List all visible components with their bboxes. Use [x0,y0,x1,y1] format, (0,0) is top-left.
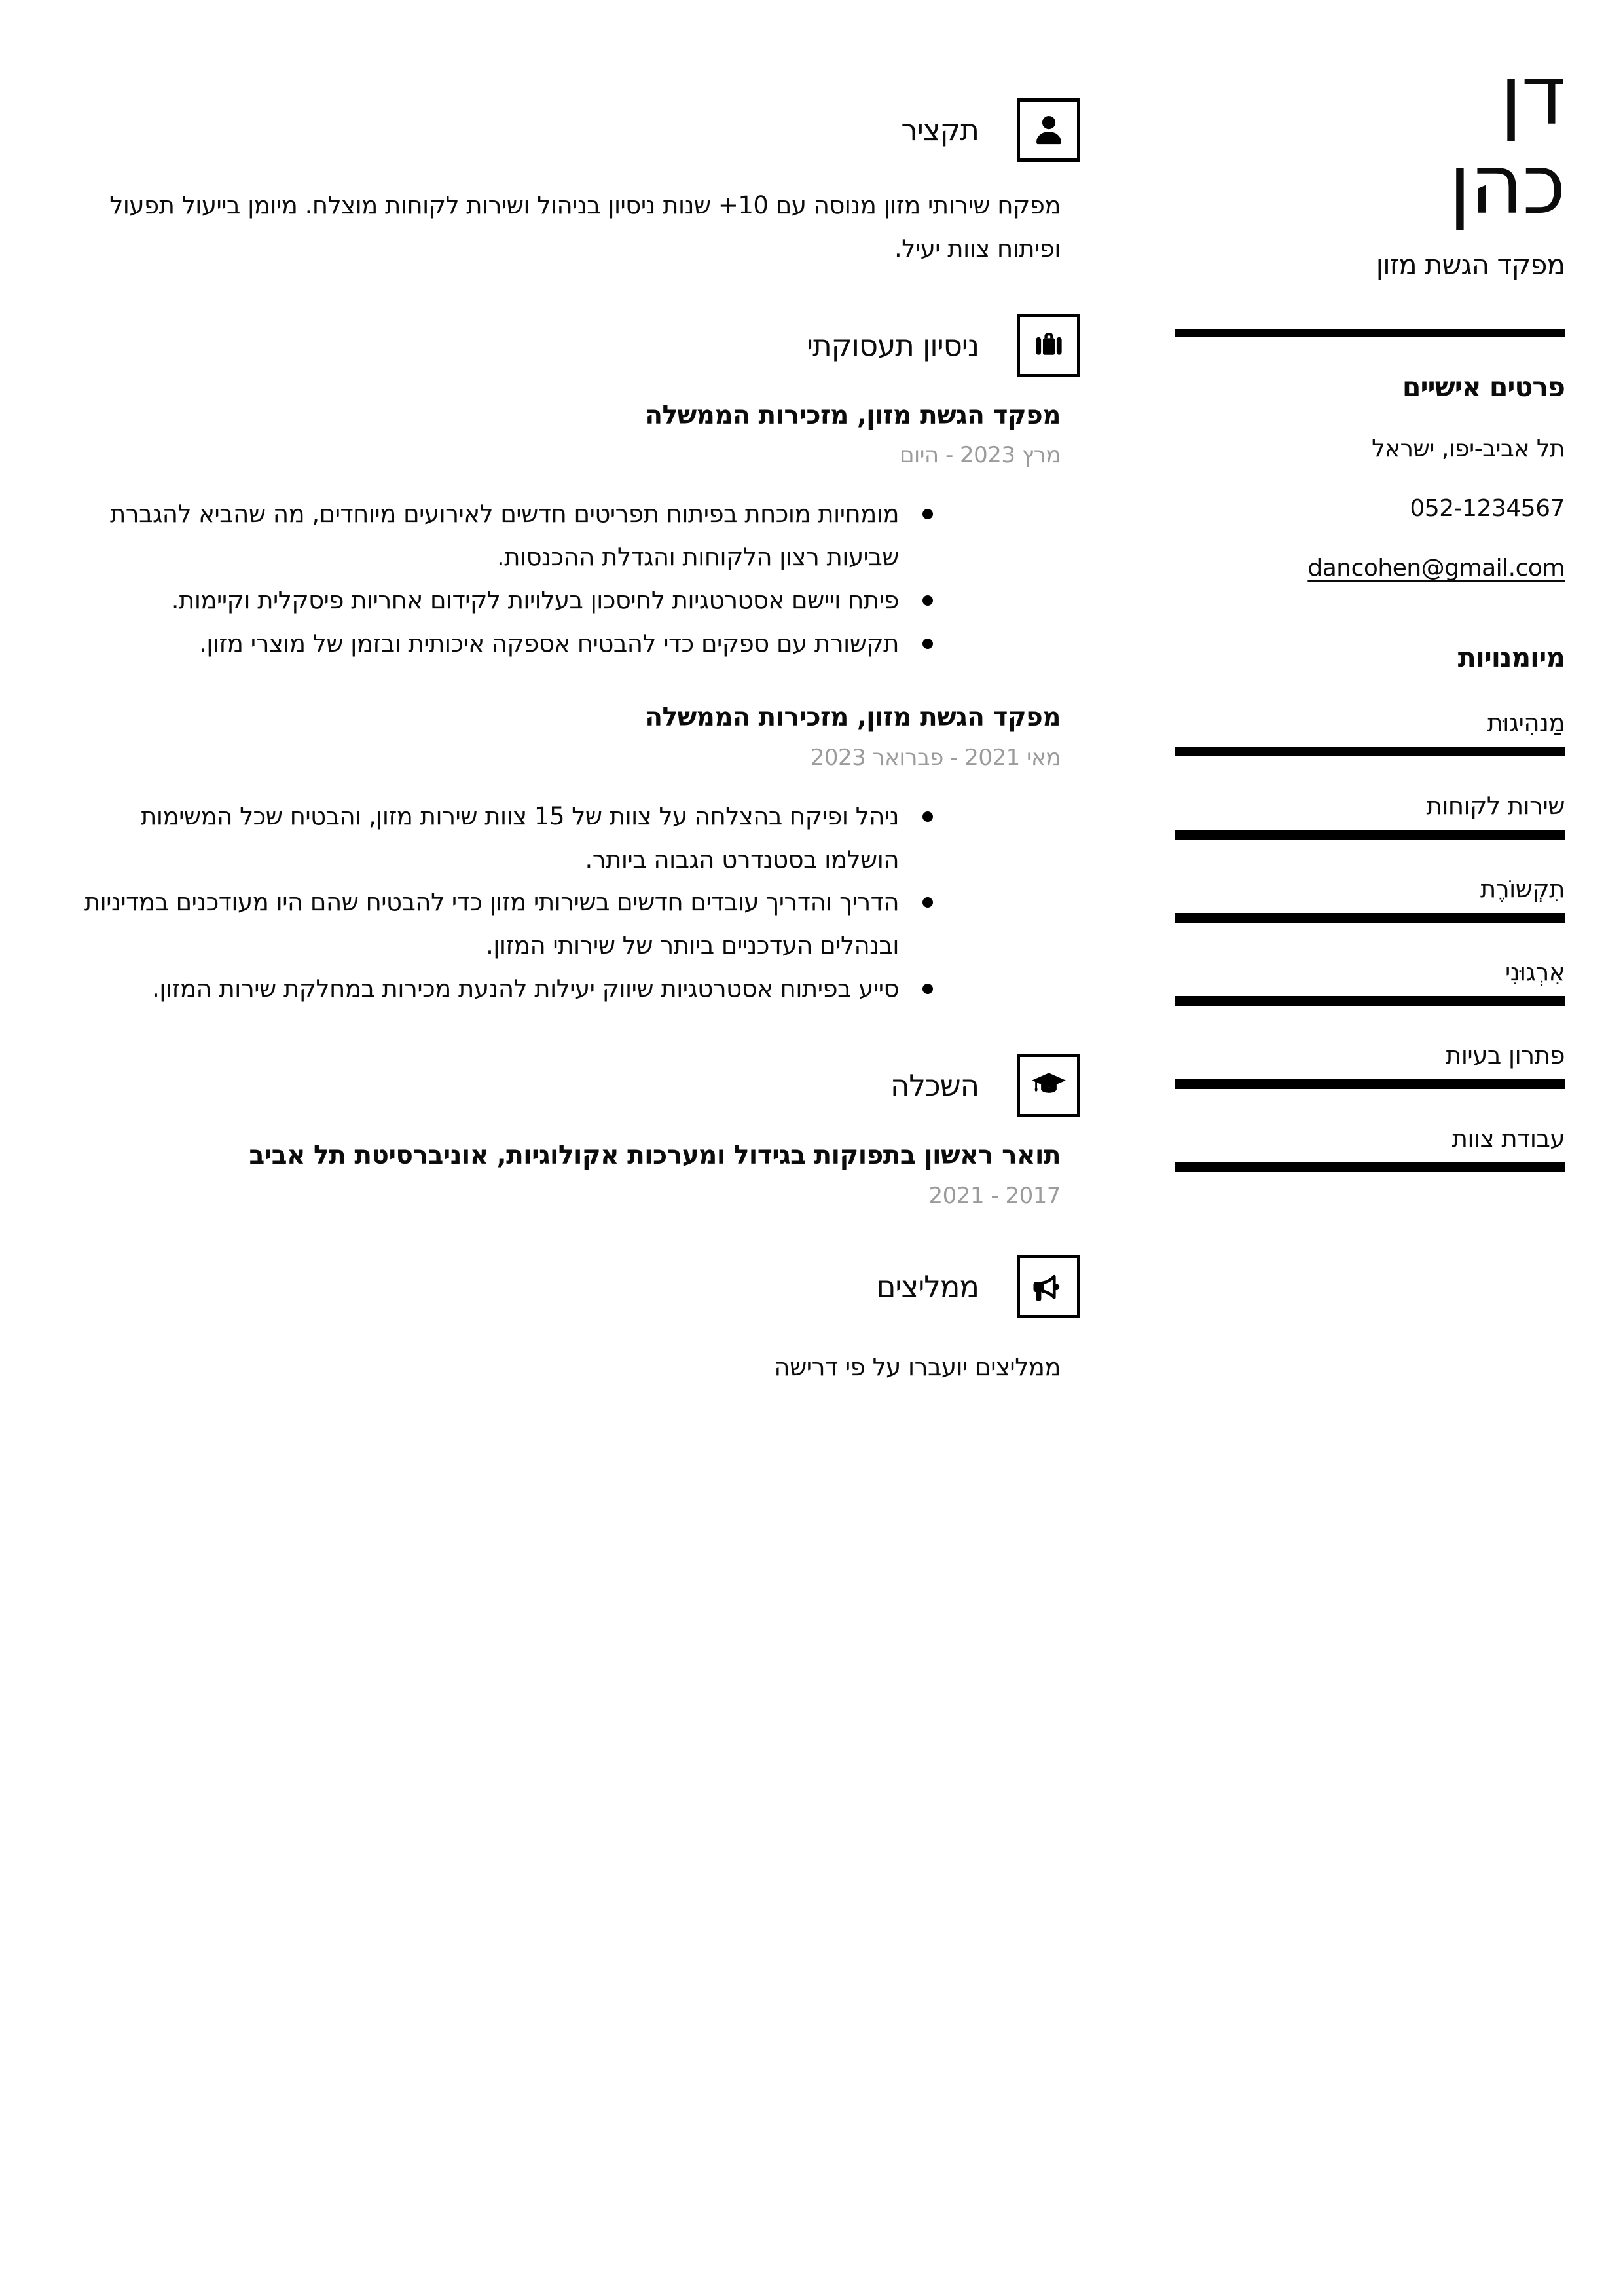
job-bullet: ניהל ופיקח בהצלחה על צוות של 15 צוות שירות מזון, והבטיח שכל המשימות הושלמו בסטנדרט הגבוה ביותר. [75,795,933,881]
section-header [75,1054,1080,1117]
personal-details-heading: פרטים אישיים [1402,371,1565,403]
section-divider [1175,329,1565,337]
references-body [75,1346,1061,1389]
skill-bar-fill [1175,1079,1565,1089]
skill-item-organizational [1175,958,1565,1006]
job-entry [75,701,1061,1010]
skill-bar-fill [1175,830,1565,840]
summary-heading: תקציר [901,113,979,147]
skill-item-teamwork [1175,1124,1565,1172]
job-entry-title: מפקד הגשת מזון, מזכירות הממשלה [645,703,1061,733]
education-dates: 2017 - 2021 [928,1182,1061,1209]
job-dates: מרץ 2023 - היום [900,442,1061,469]
job-bullet-list [75,795,933,1010]
references-heading: ממליצים [876,1269,979,1305]
skill-item-communication [1175,875,1565,923]
education-body [75,1139,1061,1212]
job-bullet: תקשורת עם ספקים כדי להבטיח אספקה איכותית ובזמן של מוצרי מזון. [75,622,933,665]
briefcase-icon [1017,314,1080,377]
skill-label: תִקְשוֹרֶת [1480,875,1565,904]
section-education [75,1054,1080,1212]
degree-title: תואר ראשון בתפוקות בגידול ומערכות אקולוגיות, אוניברסיטת תל אביב [249,1141,1061,1171]
skill-bar-fill [1175,747,1565,756]
job-bullet: פיתח ויישם אסטרטגיות לחיסכון בעלויות לקידום אחריות פיסקלית וקיימות. [75,579,933,622]
phone-number: 052-1234567 [1410,495,1565,523]
name [1175,47,1565,233]
skill-bar-fill [1175,996,1565,1006]
section-experience [75,314,1080,1010]
section-header [75,314,1080,377]
job-bullet: הדריך והדריך עובדים חדשים בשירותי מזון כדי להבטיח שהם היו מעודכנים במדיניות ובנהלים העדכניים ביותר של שירותי המזון. [75,881,933,967]
job-title: מפקד הגשת מזון [1376,249,1565,282]
job-bullet: מומחיות מוכחת בפיתוח תפריטים חדשים לאירועים מיוחדים, מה שהביא להגברת שביעות רצון הלקוחות והגדלת ההכנסות. [75,492,933,579]
job-entry [75,399,1061,665]
summary-text: מפקח שירותי מזון מנוסה עם 10+ שנות ניסיון בניהול ושירות לקוחות מוצלח. מיומן בייעול תפעול ופיתוח צוות יעיל. [109,191,1061,263]
email-link[interactable]: dancohen@gmail.com [1307,555,1565,582]
section-references [75,1255,1080,1389]
experience-heading: ניסיון תעסוקתי [807,327,979,363]
skill-item-leadership [1175,709,1565,756]
summary-body [75,184,1061,270]
skill-bar [1175,747,1565,756]
skill-label: פתרון בעיות [1446,1041,1565,1070]
job-bullet: סייע בפיתוח אסטרטגיות שיווק יעילות להנעת מכירות במחלקת שירות המזון. [75,967,933,1010]
section-header [75,98,1080,162]
graduation-cap-icon [1017,1054,1080,1117]
person-icon [1017,98,1080,162]
job-entry-title: מפקד הגשת מזון, מזכירות הממשלה [645,400,1061,430]
skill-item-problem-solving [1175,1041,1565,1089]
job-dates: מאי 2021 - פברואר 2023 [810,745,1061,771]
skill-bar [1175,996,1565,1006]
last-name: כהן [1448,136,1565,233]
skill-bar [1175,913,1565,923]
section-header [75,1255,1080,1318]
location-text: תל אביב-יפו, ישראל [1372,435,1565,463]
education-heading: השכלה [890,1068,979,1103]
education-entry [75,1139,1061,1212]
section-summary [75,98,1080,270]
skill-label: שירות לקוחות [1426,792,1565,821]
sidebar [1175,47,1565,1172]
skill-item-customer-service [1175,792,1565,840]
skill-bar [1175,1162,1565,1172]
skill-label: עבודת צוות [1451,1124,1565,1153]
skill-bar [1175,1079,1565,1089]
job-bullet-list [75,492,933,665]
main-content [75,98,1080,1389]
megaphone-icon [1017,1255,1080,1318]
first-name: דן [1499,47,1565,143]
skill-bar [1175,830,1565,840]
skill-label: מַנהִיגוּת [1487,709,1565,737]
references-text: ממליצים יועברו על פי דרישה [774,1353,1061,1382]
skill-bar-fill [1175,913,1565,923]
skill-bar-fill [1175,1162,1565,1172]
skills-heading: מיומנויות [1457,642,1565,674]
experience-body [75,399,1061,1010]
skill-label: אִרְגוּנִי [1504,958,1565,987]
